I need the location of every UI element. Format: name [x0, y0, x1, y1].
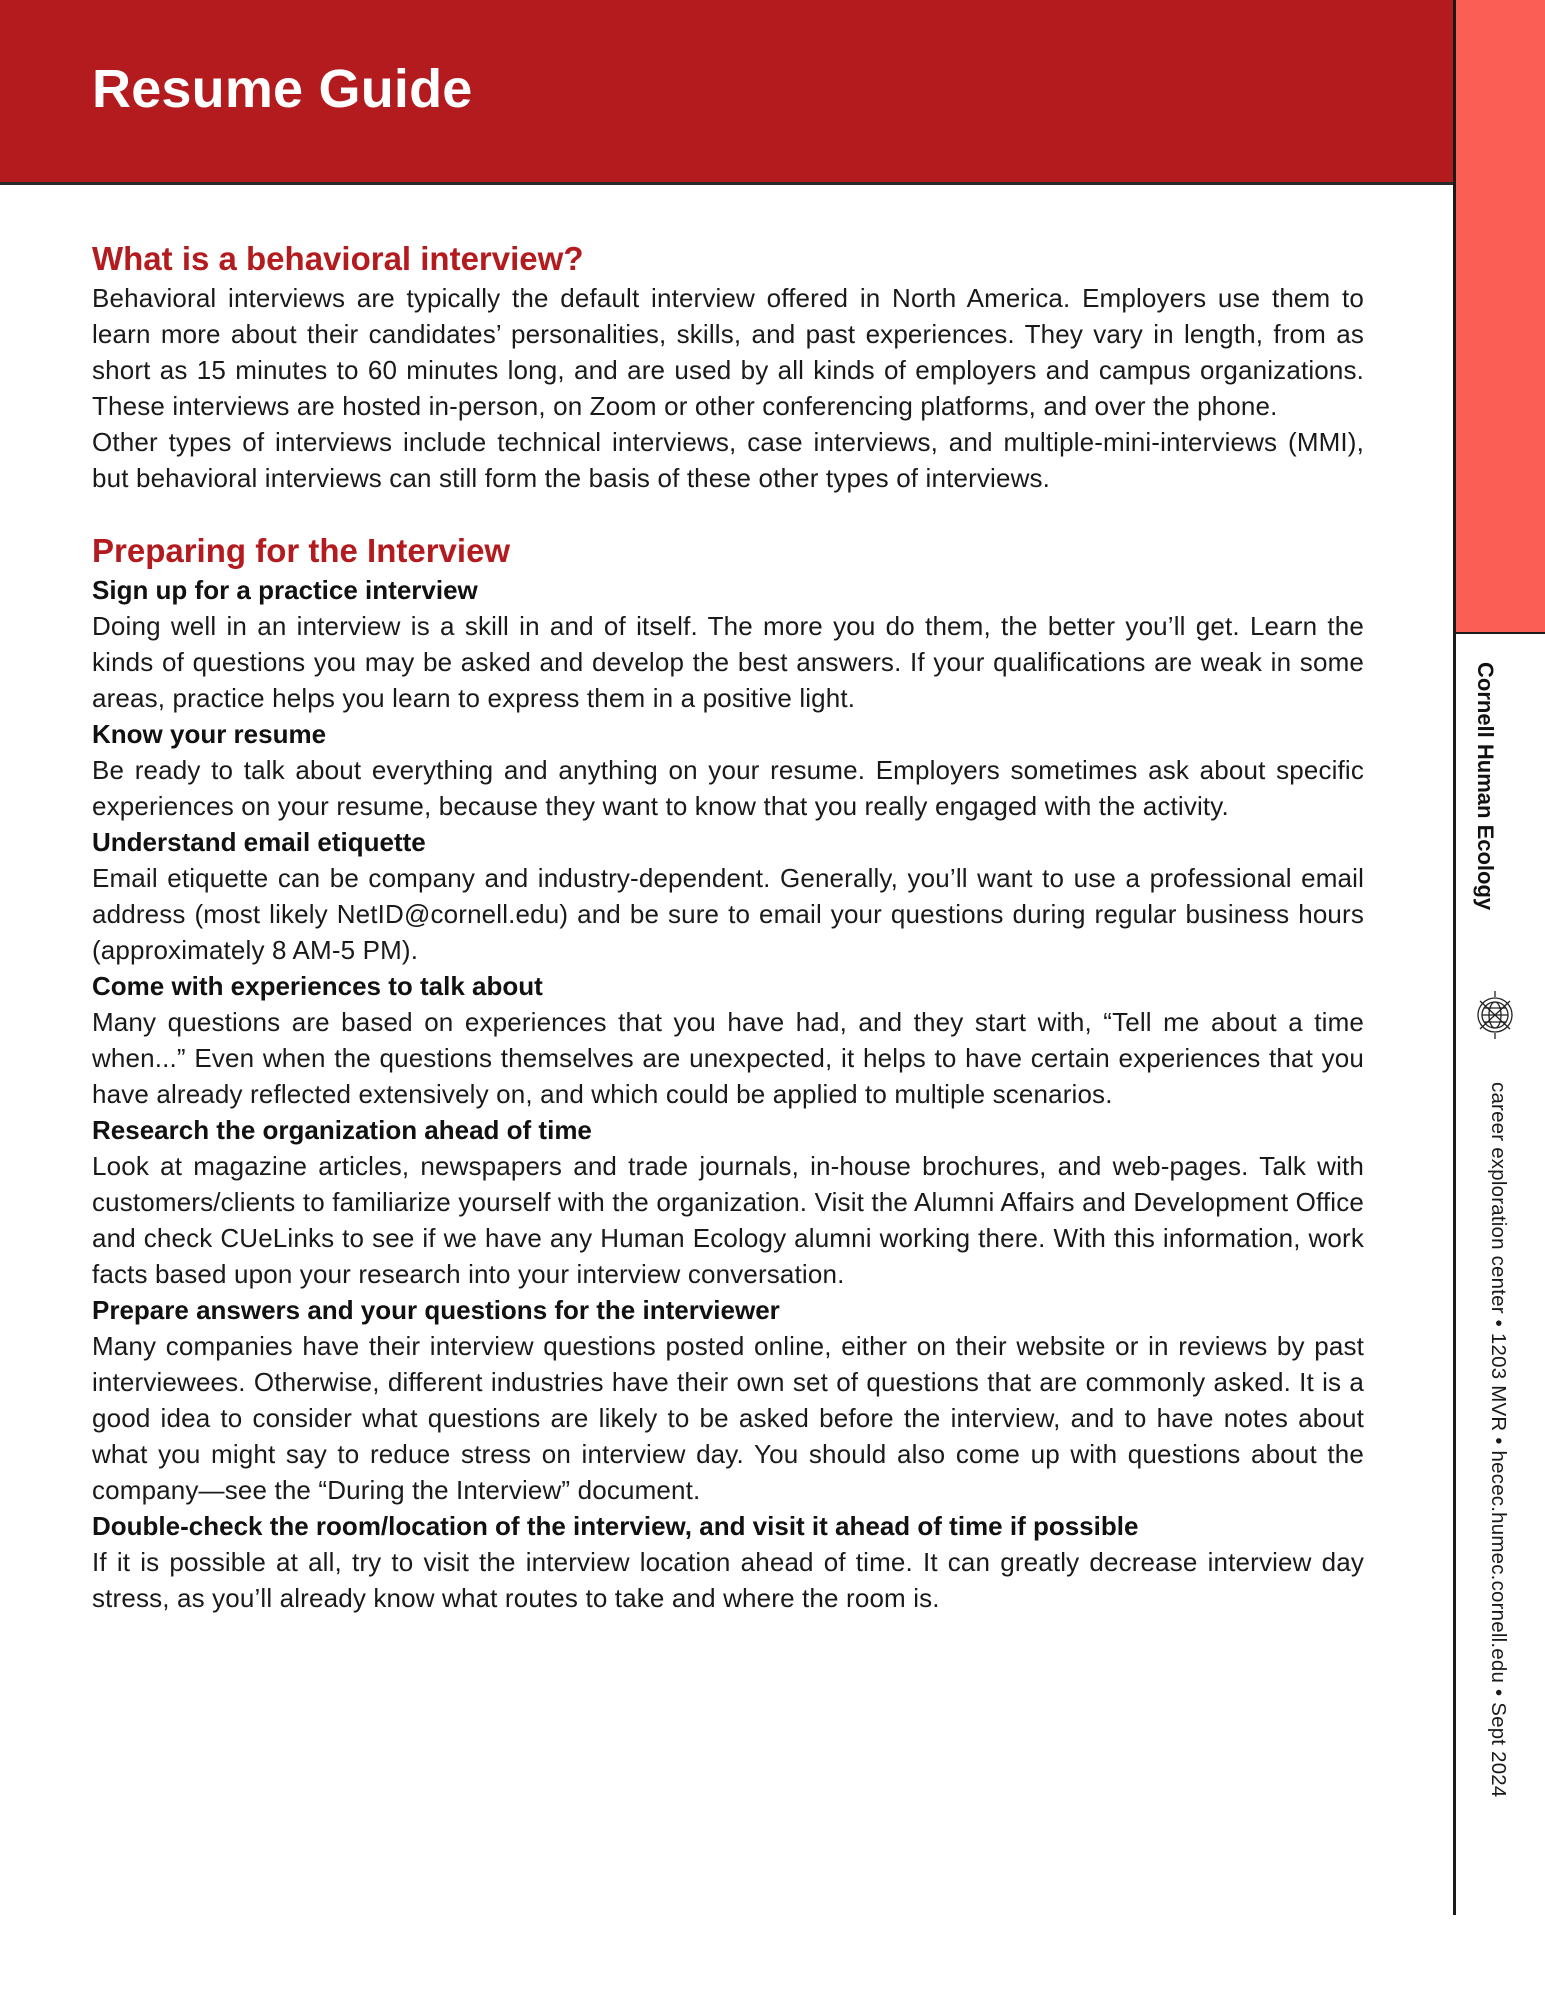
tip-item — [92, 716, 1364, 824]
tip-title: Research the organization ahead of time — [92, 1115, 592, 1145]
paragraph: Other types of interviews include technical interviews, case interviews, and multiple-mini-interviews (MMI), but behavioral interviews can still form the basis of these other types of interviews. — [92, 427, 1364, 493]
globe-seal-icon — [1472, 985, 1518, 1045]
page-title: Resume Guide — [92, 59, 473, 119]
sidebar-contact-info: career exploration center • 1203 MVR • hecec.humec.cornell.edu • Sept 2024 — [1487, 1082, 1510, 1798]
section-heading: What is a behavioral interview? — [92, 240, 584, 277]
document-body — [92, 238, 1364, 1616]
tip-title: Come with experiences to talk about — [92, 971, 543, 1001]
tip-item — [92, 968, 1364, 1112]
tip-item — [92, 1508, 1364, 1616]
tip-body: Doing well in an interview is a skill in and of itself. The more you do them, the better you’ll get. Learn the kinds of questions you may be asked and develop the best answers. If your qualifications are weak in some areas, practice helps you learn to express them in a positive light. — [92, 611, 1364, 713]
tip-item — [92, 572, 1364, 716]
tip-item — [92, 824, 1364, 968]
sidebar-brand: Cornell Human Ecology — [1473, 662, 1498, 911]
tip-body: Look at magazine articles, newspapers and trade journals, in-house brochures, and web-pages. Talk with customers/clients to familiarize yourself with the organization. Visit the Alumni Affairs and Development Office and check CUeLinks to see if we have any Human Ecology alumni working there. With this information, work facts based upon your research into your interview conversation. — [92, 1151, 1364, 1289]
tip-body: Many questions are based on experiences that you have had, and they start with, “Tell me about a time when...” Even when the questions themselves are unexpected, it helps to have certain experiences that you have already reflected extensively on, and which could be applied to multiple scenarios. — [92, 1007, 1364, 1109]
tip-body: Be ready to talk about everything and anything on your resume. Employers sometimes ask about specific experiences on your resume, because they want to know that you really engaged with the activity. — [92, 755, 1364, 821]
sidebar-panel-divider — [1455, 632, 1545, 634]
section-behavioral-interview — [92, 238, 1364, 496]
tip-title: Understand email etiquette — [92, 827, 426, 857]
tip-item — [92, 1292, 1364, 1508]
sidebar-divider — [1453, 0, 1456, 1915]
tip-item — [92, 1112, 1364, 1292]
tip-body: If it is possible at all, try to visit the interview location ahead of time. It can greatly decrease interview day stress, as you’ll already know what routes to take and where the room is. — [92, 1547, 1364, 1613]
tip-title: Know your resume — [92, 719, 327, 749]
tip-body: Email etiquette can be company and industry-dependent. Generally, you’ll want to use a professional email address (most likely NetID@cornell.edu) and be sure to email your questions during regular business hours (approximately 8 AM-5 PM). — [92, 863, 1364, 965]
section-heading: Preparing for the Interview — [92, 532, 511, 569]
tip-body: Many companies have their interview questions posted online, either on their website or in reviews by past interviewees. Otherwise, different industries have their own set of questions that are commonly asked. It is a good idea to consider what questions are likely to be asked before the interview, and to have notes about what you might say to reduce stress on interview day. You should also come up with questions about the company—see the “During the Interview” document. — [92, 1331, 1364, 1505]
section-preparing-interview — [92, 530, 1364, 1616]
tip-title: Double-check the room/location of the interview, and visit it ahead of time if possible — [92, 1511, 1139, 1541]
tip-title: Prepare answers and your questions for the interviewer — [92, 1295, 780, 1325]
header-bar — [0, 0, 1455, 185]
paragraph: Behavioral interviews are typically the default interview offered in North America. Employers use them to learn more about their candidates’ personalities, skills, and past experiences. They vary in length, from as short as 15 minutes to 60 minutes long, and are used by all kinds of employers and campus organizations. These interviews are hosted in-person, on Zoom or other conferencing platforms, and over the phone. — [92, 283, 1364, 421]
tip-title: Sign up for a practice interview — [92, 575, 478, 605]
sidebar-accent-panel — [1455, 0, 1545, 633]
